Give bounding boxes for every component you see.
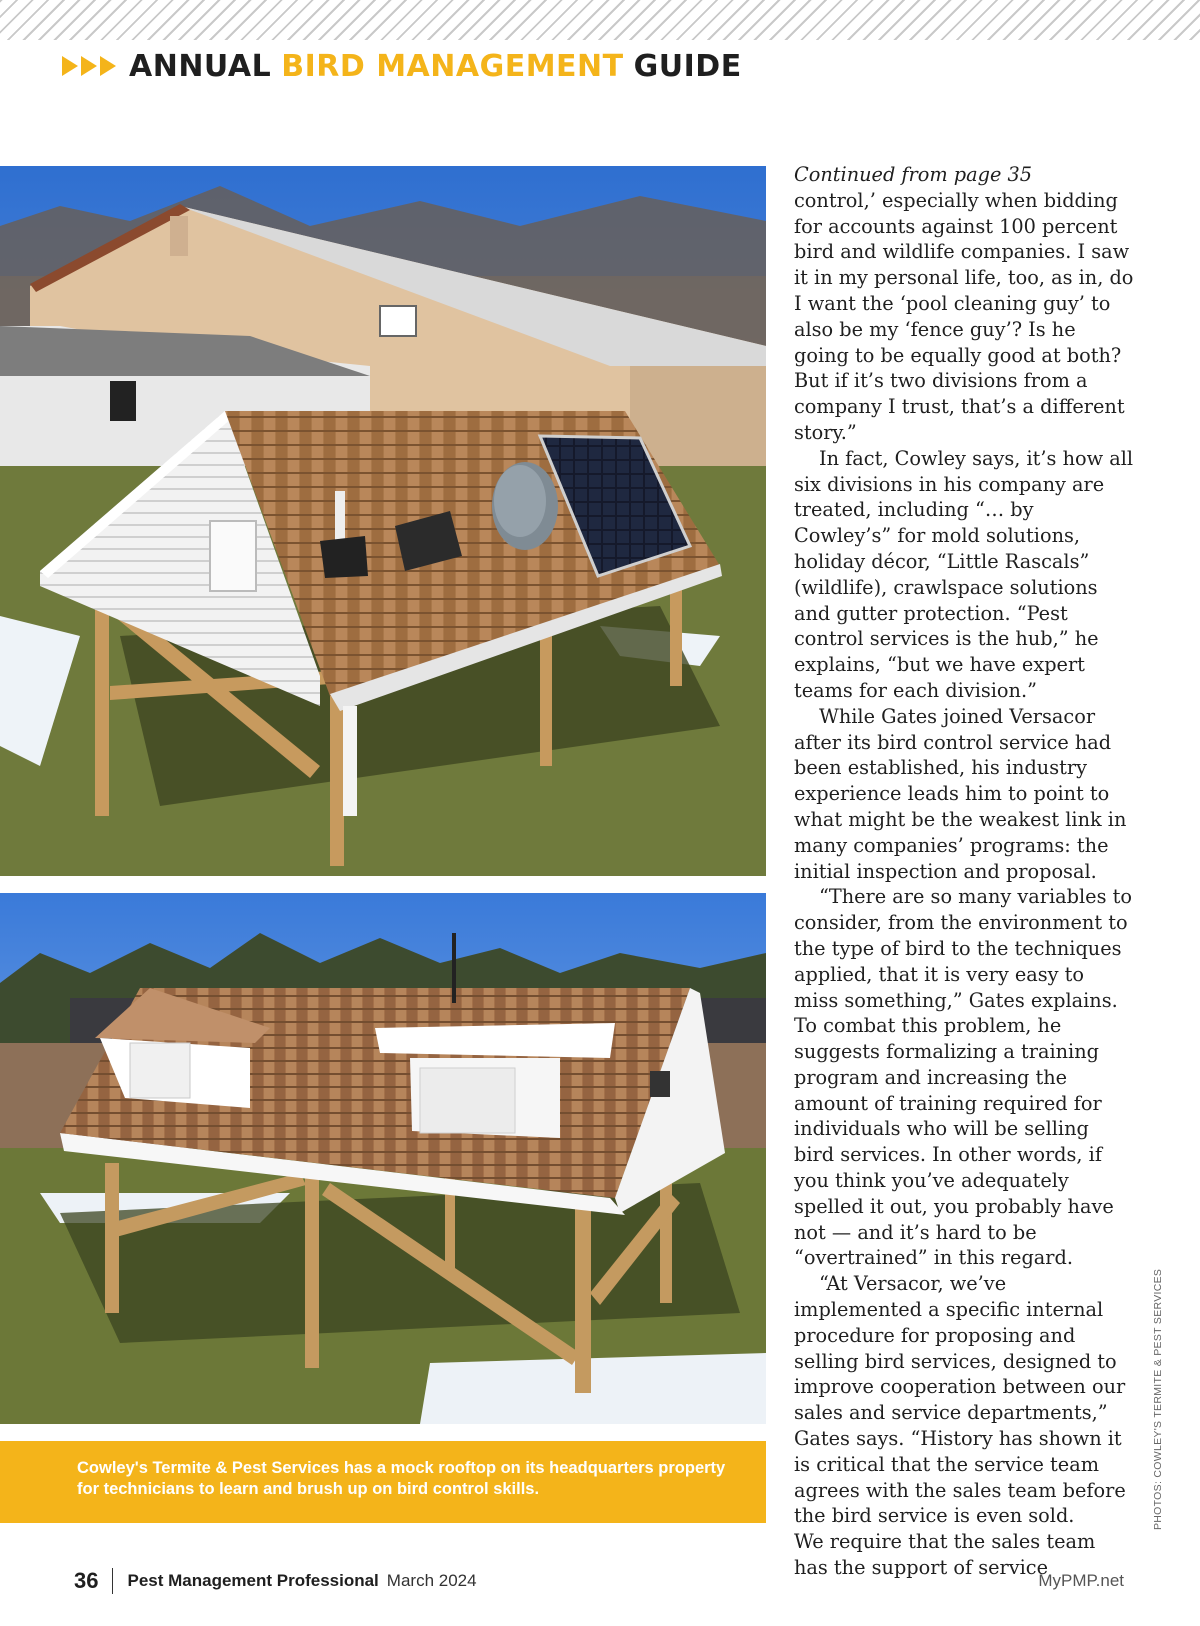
mock-rooftop-photo-1 [0, 166, 766, 876]
header-hatch-band [0, 0, 1200, 40]
triangle-right-icon [62, 56, 119, 76]
publication-name: Pest Management Professional [127, 1571, 379, 1590]
header-bird-management: BIRD MANAGEMENT [281, 48, 624, 84]
article-paragraph: “At Versacor, we’ve implemented a specific internal procedure for proposing and selling bird services, designed to improve cooperation between our sales and service departments,” Gates says. “History has shown it is critical that the service team agrees with the sales team before the bird service is even sold. [794, 1272, 1126, 1528]
article-paragraph: control,’ especially when bidding for accounts against 100 percent bird and wildlife companies. I saw it in my personal life, too, as in, do I want the ‘pool cleaning guy’ to also be my ‘fence guy’? Is he going to be equally good at both? But if it’s two divisions from a company I trust, that’s a different story.” [794, 188, 1134, 444]
header-annual: ANNUAL [129, 48, 272, 84]
header-guide: GUIDE [633, 48, 742, 84]
article-paragraph: While Gates joined Versacor after its bird control service had been established, his industry experience leads him to point to what might be the weakest link in many companies’ programs: the initial inspection and proposal. [794, 704, 1127, 883]
article-column [794, 162, 1134, 1581]
continued-note: Continued from page 35 [794, 163, 1033, 186]
footer-divider [112, 1568, 113, 1594]
article-paragraph: “There are so many variables to consider, from the environment to the type of bird to the techniques applied, that it is very easy to miss something,” Gates explains. To combat this problem, he suggests formalizing a training program and increasing the amount of training required for individuals who will be selling bird services. In other words, if you think you’ve adequately spelled it out, you probably have not — and it’s hard to be “overtrained” in this regard. [794, 885, 1132, 1270]
mock-rooftop-photo-2 [0, 893, 766, 1424]
page-number: 36 [74, 1568, 99, 1593]
issue-date: March 2024 [386, 1571, 477, 1590]
article-paragraph: In fact, Cowley says, it’s how all six divisions in his company are treated, including “… by Cowley’s” for mold solutions, holiday décor, “Little Rascals” (wildlife), crawlspace solutions and gutter protection. “Pest control services is the hub,” he explains, “but we have expert teams for each division.” [794, 446, 1134, 702]
section-header [62, 44, 742, 88]
photo-caption: Cowley's Termite & Pest Services has a mock rooftop on its headquarters property for technicians to learn and brush up on bird control skills. [0, 1441, 766, 1523]
website-link[interactable]: MyPMP.net [1038, 1571, 1124, 1590]
photo-credit: PHOTOS: COWLEY'S TERMITE & PEST SERVICES [1152, 1268, 1164, 1530]
article-paragraph: We require that the sales team has the support of service [794, 1530, 1096, 1580]
page-footer [74, 1564, 1124, 1598]
